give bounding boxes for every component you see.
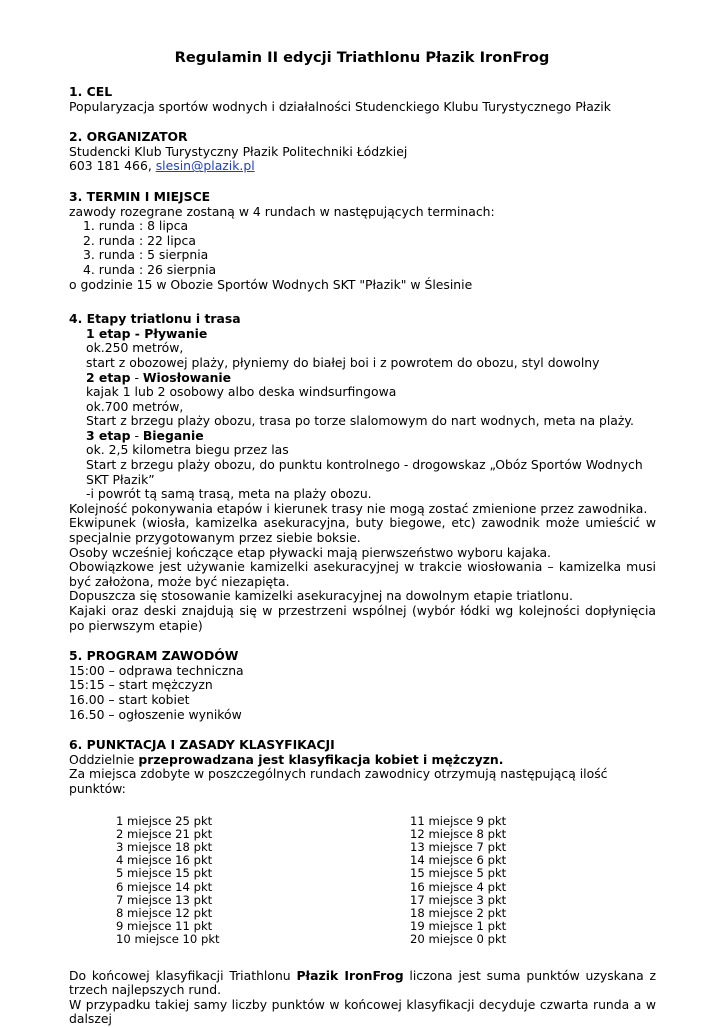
rounds-list [69,219,656,277]
points-row: 4 miejsce 16 pkt [116,853,213,868]
round-item: 2. runda : 22 lipca [83,232,196,248]
round-item: 1. runda : 8 lipca [83,218,189,234]
rule-paragraph: Osoby wcześniej kończące etap pływacki mają pierwszeństwo wyboru kajaka. [69,544,551,560]
points-row: 15 miejsce 5 pkt [410,866,507,881]
round-item: 4. runda : 26 sierpnia [83,261,217,277]
points-row: 13 miejsce 7 pkt [410,839,507,854]
points-table [69,815,656,947]
rule-paragraph: Dopuszcza się stosowanie kamizelki asekuracyjnej na dowolnym etapie triatlonu. [69,588,573,604]
stage-3-number: 3 etap [86,427,131,443]
final-classification-rest: liczona jest suma punktów uzyskana z trzech najlepszych rund. [69,967,656,998]
program-item: 15:00 – odprawa techniczna [69,662,244,678]
stage-2-name: Wiosłowanie [142,369,232,385]
points-row: 2 miejsce 21 pkt [116,826,213,841]
stage-3-name: Bieganie [142,427,204,443]
points-row: 20 miejsce 0 pkt [410,932,507,947]
rule-paragraph: Obowiązkowe jest używanie kamizelki asekuracyjnej w trakcie wiosłowania – kamizelka musi być założona, może być niezapięta. [69,559,656,589]
stage-3-title [86,429,656,444]
stage-2-line: Start z brzegu plaży obozu, trasa po torze slalomowym do nart wodnych, meta na plaży. [86,413,634,429]
final-classification-lead: Do końcowej klasyfikacji Triathlonu [69,967,297,983]
stage-3-dash: - [130,427,143,443]
points-row: 10 miejsce 10 pkt [116,932,220,947]
stage-1-number: 1 etap - [86,325,145,341]
final-classification-event: Płazik IronFrog [296,967,404,983]
organizer-phone: 603 181 466, [69,158,156,174]
classification-note-lead: Oddzielnie [69,751,139,767]
points-row: 9 miejsce 11 pkt [116,919,213,934]
points-row: 19 miejsce 1 pkt [410,919,507,934]
stage-2 [69,371,656,429]
points-row: 18 miejsce 2 pkt [410,905,507,920]
points-row: 11 miejsce 9 pkt [410,813,507,828]
classification-note-bold: przeprowadzana jest klasyfikacja kobiet i mężczyzn. [138,751,504,767]
stage-3-line: Start z brzegu plaży obozu, do punktu kontrolnego - drogowskaz „Obóz Sportów Wodnych SKT Płazik” [86,457,643,487]
section-punktacja-heading: 6. PUNKTACJA I ZASADY KLASYFIKACJI [69,737,335,753]
final-classification-paragraph [69,969,656,998]
rule-paragraph: Kolejność pokonywania etapów i kierunek trasy nie mogą zostać zmienione przez zawodnika. [69,500,648,516]
document-title: Regulamin II edycji Triathlonu Płazik IronFrog [174,49,550,66]
points-row: 17 miejsce 3 pkt [410,892,507,907]
tie-break-paragraph: W przypadku takiej samy liczby punktów w końcowej klasyfikacji decyduje czwarta runda a w dalszej [69,996,656,1027]
points-intro: Za miejsca zdobyte w poszczególnych rundach zawodnicy otrzymują następującą ilość punktów: [69,766,608,796]
termin-intro: zawody rozegrane zostaną w 4 rundach w następujących terminach: [69,203,495,219]
stage-1-line: start z obozowej plaży, płyniemy do białej boi i z powrotem do obozu, styl dowolny [86,354,600,370]
program-item: 16.50 – ogłoszenie wyników [69,706,242,722]
points-row: 16 miejsce 4 pkt [410,879,507,894]
program-item: 15:15 – start mężczyzn [69,677,213,693]
round-item: 3. runda : 5 sierpnia [83,247,209,263]
section-etapy-heading: 4. Etapy triatlonu i trasa [69,311,241,327]
organizer-email-link[interactable]: slesin@plazik.pl [155,158,255,174]
rule-paragraph: Kajaki oraz deski znajdują się w przestrzeni wspólnej (wybór łódki wg kolejności dopłynięcia po pierwszym etapie) [69,603,656,633]
organizer-contact [69,159,656,174]
section-cel-text: Popularyzacja sportów wodnych i działalności Studenckiego Klubu Turystycznego Płazik [69,98,611,114]
stage-2-line: ok.700 metrów, [86,398,184,414]
points-row: 7 miejsce 13 pkt [116,892,213,907]
stage-3 [69,429,656,502]
points-row: 8 miejsce 12 pkt [116,905,213,920]
section-organizator-heading: 2. ORGANIZATOR [69,129,188,145]
points-column-left [116,815,410,947]
section-program-heading: 5. PROGRAM ZAWODÓW [69,648,239,664]
section-termin-heading: 3. TERMIN I MIEJSCE [69,188,211,204]
points-column-right [410,815,610,947]
organizer-name: Studencki Klub Turystyczny Płazik Politechniki Łódzkiej [69,143,408,159]
points-row: 12 miejsce 8 pkt [410,826,507,841]
stage-2-title [86,371,656,386]
stage-1 [69,327,656,371]
points-row: 5 miejsce 15 pkt [116,866,213,881]
points-row: 1 miejsce 25 pkt [116,813,213,828]
stage-2-number: 2 etap [86,369,131,385]
stage-3-line: ok. 2,5 kilometra biegu przez las [86,442,289,458]
stage-1-line: ok.250 metrów, [86,340,184,356]
section-cel-heading: 1. CEL [69,84,113,99]
document-body [69,85,656,1027]
termin-time-place: o godzinie 15 w Obozie Sportów Wodnych SKT "Płazik" w Ślesinie [69,276,473,292]
points-row: 3 miejsce 18 pkt [116,839,213,854]
points-row: 14 miejsce 6 pkt [410,853,507,868]
stage-1-name: Pływanie [144,325,208,341]
stage-2-line: kajak 1 lub 2 osobowy albo deska windsurfingowa [86,384,397,400]
stage-2-dash: - [130,369,143,385]
stage-3-line: -i powrót tą samą trasą, meta na plaży obozu. [86,486,372,502]
rule-paragraph: Ekwipunek (wiosła, kamizelka asekuracyjna, buty biegowe, etc) zawodnik może umieścić w specjalnie przygotowanym przez siebie boksie. [69,515,656,546]
classification-note [69,753,656,768]
program-item: 16.00 – start kobiet [69,691,190,707]
points-row: 6 miejsce 14 pkt [116,879,213,894]
stage-1-title [86,327,656,342]
